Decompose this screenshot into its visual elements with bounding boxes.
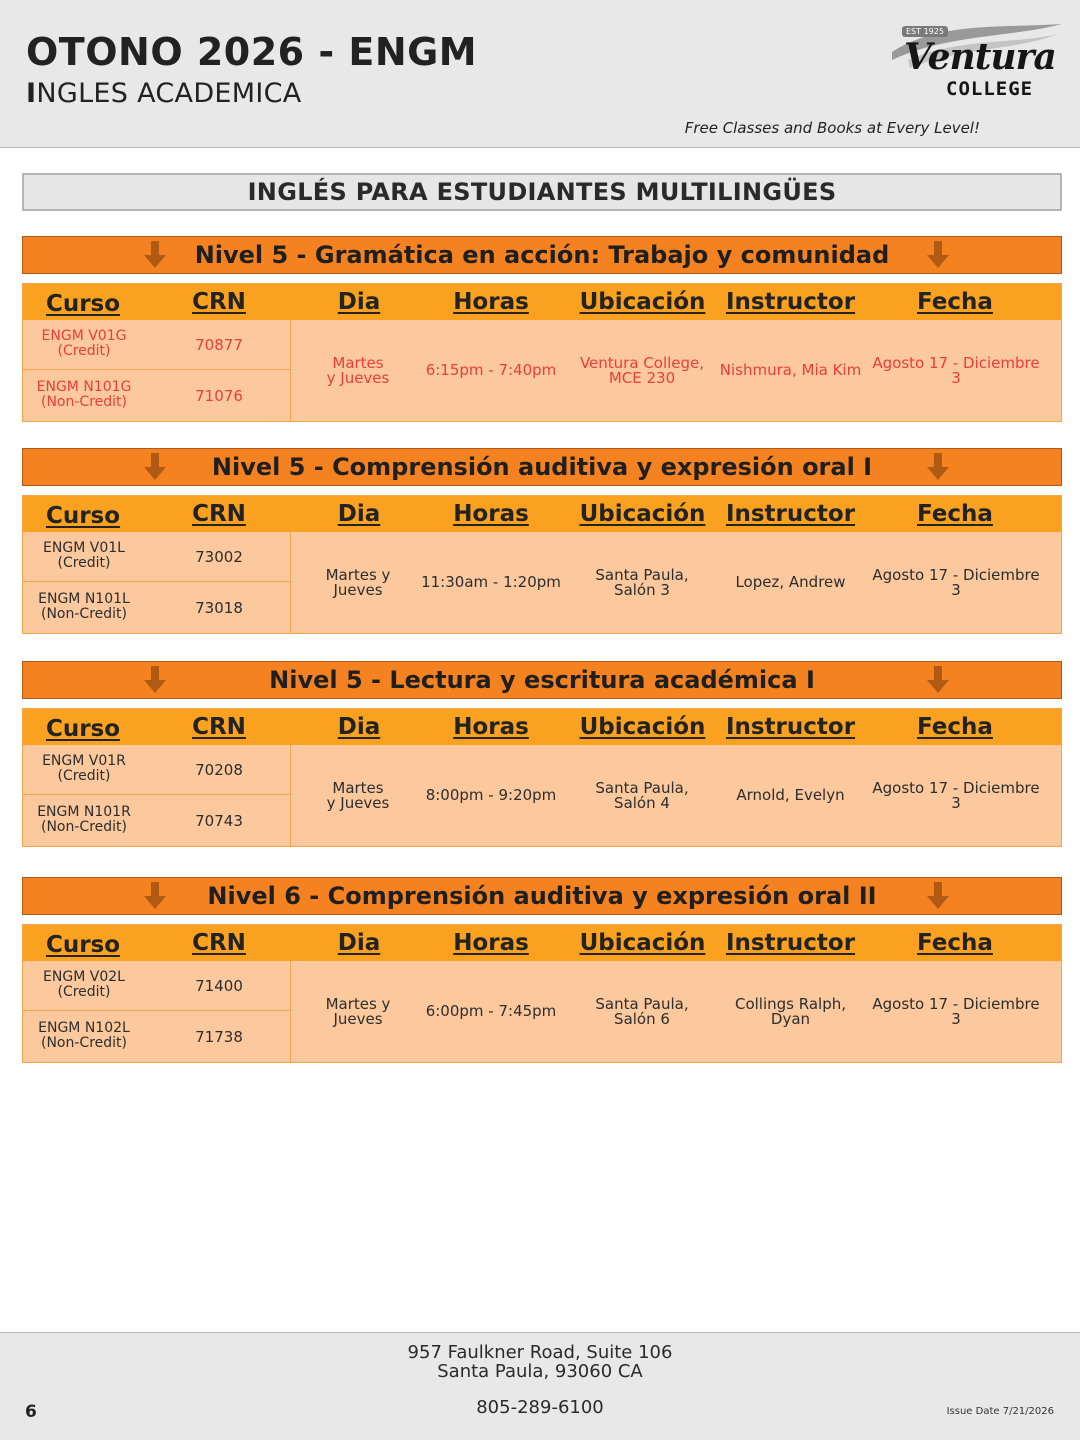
dia-line: Martes	[332, 353, 384, 372]
dia-value	[313, 961, 403, 1062]
instructor-line: Nishmura, Mia Kim	[719, 361, 862, 379]
col-fecha: Fecha	[917, 714, 993, 740]
section-title: INGLÉS PARA ESTUDIANTES MULTILINGÜES	[22, 173, 1062, 211]
ubicacion-line: Santa Paula,	[595, 994, 689, 1013]
level-bar	[22, 448, 1062, 486]
horas-value: 6:00pm - 7:45pm	[425, 1002, 557, 1020]
page-title: OTONO 2026 - ENGM	[26, 30, 478, 74]
table-row	[23, 371, 291, 421]
col-instructor: Instructor	[725, 714, 856, 740]
course-code-line: ENGM N101R	[37, 804, 131, 820]
page-footer	[0, 1332, 1080, 1440]
col-instructor: Instructor	[725, 930, 856, 956]
dia-line: Martes	[332, 778, 384, 797]
crn-value: 70743	[195, 812, 243, 830]
col-dia: Dia	[337, 289, 381, 315]
crn-value: 71738	[195, 1028, 243, 1046]
table-header	[23, 284, 1061, 320]
ubicacion-line: Santa Paula,	[595, 778, 689, 797]
col-dia: Dia	[337, 501, 381, 527]
address-line: Santa Paula, 93060 CA	[437, 1361, 643, 1382]
table-header	[23, 925, 1061, 961]
logo-established: EST 1925	[902, 26, 948, 37]
course-type-line: (Credit)	[57, 343, 111, 359]
phone-number: 805-289-6100	[476, 1397, 604, 1418]
instructor-line: Collings Ralph,	[734, 994, 846, 1013]
col-crn: CRN	[192, 501, 246, 527]
ubicacion-value	[575, 961, 709, 1062]
down-arrow-icon	[927, 882, 949, 910]
course-code	[25, 754, 143, 784]
subtitle-rest: NGLES ACADEMICA	[36, 78, 302, 109]
down-arrow-icon	[144, 882, 166, 910]
course-type-line: (Credit)	[57, 984, 111, 1000]
course-rows	[23, 961, 291, 1062]
course-code	[25, 805, 143, 835]
table-row	[23, 532, 291, 582]
fecha-value: Agosto 17 - Diciembre 3	[872, 565, 1040, 599]
col-horas: Horas	[453, 930, 529, 956]
course-type-line: (Non-Credit)	[41, 606, 127, 622]
course-code	[25, 329, 143, 359]
table-row	[23, 583, 291, 633]
ubicacion-line: Salón 6	[614, 1009, 670, 1028]
col-ubicacion: Ubicación	[579, 501, 706, 527]
col-fecha: Fecha	[917, 930, 993, 956]
instructor-value	[718, 745, 863, 846]
ubicacion-line: Salón 3	[614, 580, 670, 599]
fecha-value: Agosto 17 - Diciembre 3	[872, 778, 1040, 812]
ubicacion-line: MCE 230	[608, 368, 676, 387]
col-crn: CRN	[192, 289, 246, 315]
course-type-line: (Credit)	[57, 768, 111, 784]
table-row	[23, 1012, 291, 1062]
level-bar	[22, 236, 1062, 274]
horas-value: 6:15pm - 7:40pm	[425, 361, 557, 379]
address	[0, 1343, 1080, 1381]
subtitle-initial: I	[26, 78, 37, 109]
page-header	[0, 0, 1080, 148]
col-dia: Dia	[337, 930, 381, 956]
course-code	[25, 592, 143, 622]
table-row	[23, 796, 291, 846]
col-crn: CRN	[192, 714, 246, 740]
page-number: 6	[25, 1402, 37, 1422]
course-code-line: ENGM V01R	[42, 753, 126, 769]
down-arrow-icon	[144, 453, 166, 481]
dia-value	[313, 745, 403, 846]
instructor-value	[718, 320, 863, 421]
col-ubicacion: Ubicación	[579, 930, 706, 956]
crn-value: 70877	[195, 336, 243, 354]
col-curso: Curso	[45, 291, 121, 317]
course-code	[25, 380, 143, 410]
ubicacion-line: Salón 4	[614, 793, 670, 812]
instructor-value	[718, 532, 863, 633]
logo-college: COLLEGE	[946, 78, 1034, 100]
ubicacion-value	[575, 532, 709, 633]
level-title: Nivel 5 - Gramática en acción: Trabajo y comunidad	[194, 241, 890, 269]
horas-value: 11:30am - 1:20pm	[421, 573, 561, 591]
table-row	[23, 320, 291, 370]
col-ubicacion: Ubicación	[579, 289, 706, 315]
course-code	[25, 541, 143, 571]
table-row	[23, 745, 291, 795]
instructor-value	[718, 961, 863, 1062]
down-arrow-icon	[144, 241, 166, 269]
dia-line: Jueves	[333, 1009, 383, 1028]
schedule-table	[22, 495, 1062, 634]
course-code-line: ENGM V01L	[43, 540, 125, 556]
col-fecha: Fecha	[917, 501, 993, 527]
fecha-value: Agosto 17 - Diciembre 3	[872, 994, 1040, 1028]
down-arrow-icon	[927, 453, 949, 481]
instructor-line: Lopez, Andrew	[735, 573, 846, 591]
course-type-line: (Non-Credit)	[41, 394, 127, 410]
level-bar	[22, 877, 1062, 915]
crn-value: 70208	[195, 761, 243, 779]
col-horas: Horas	[453, 501, 529, 527]
page-subtitle	[26, 78, 302, 109]
col-curso: Curso	[45, 716, 121, 742]
level-title: Nivel 6 - Comprensión auditiva y expresión oral II	[207, 882, 877, 910]
dia-line: Jueves	[333, 580, 383, 599]
level-title: Nivel 5 - Comprensión auditiva y expresión oral I	[211, 453, 873, 481]
logo-name: Ventura	[904, 36, 1056, 78]
ubicacion-value	[575, 745, 709, 846]
crn-value: 71076	[195, 387, 243, 405]
col-instructor: Instructor	[725, 501, 856, 527]
schedule-table	[22, 924, 1062, 1063]
fecha-value: Agosto 17 - Diciembre 3	[872, 353, 1040, 387]
instructor-line: Dyan	[770, 1009, 811, 1028]
level-bar	[22, 661, 1062, 699]
dia-value	[313, 320, 403, 421]
course-type-line: (Non-Credit)	[41, 1035, 127, 1051]
dia-line: y Jueves	[326, 368, 390, 387]
col-dia: Dia	[337, 714, 381, 740]
table-row	[23, 961, 291, 1011]
course-code	[25, 1021, 143, 1051]
course-code-line: ENGM N101G	[36, 379, 132, 395]
schedule-table	[22, 708, 1062, 847]
ubicacion-value	[575, 320, 709, 421]
course-rows	[23, 532, 291, 633]
issue-date: Issue Date 7/21/2026	[946, 1406, 1054, 1417]
table-header	[23, 496, 1061, 532]
level-title: Nivel 5 - Lectura y escritura académica I	[269, 666, 815, 694]
tagline: Free Classes and Books at Every Level!	[684, 119, 980, 137]
col-ubicacion: Ubicación	[579, 714, 706, 740]
col-curso: Curso	[45, 932, 121, 958]
down-arrow-icon	[144, 666, 166, 694]
course-rows	[23, 745, 291, 846]
dia-value	[313, 532, 403, 633]
address-line: 957 Faulkner Road, Suite 106	[407, 1342, 673, 1363]
down-arrow-icon	[927, 666, 949, 694]
instructor-line: Arnold, Evelyn	[736, 786, 845, 804]
table-header	[23, 709, 1061, 745]
crn-value: 73002	[195, 548, 243, 566]
course-code-line: ENGM N101L	[38, 591, 130, 607]
col-horas: Horas	[453, 714, 529, 740]
course-rows	[23, 320, 291, 421]
col-crn: CRN	[192, 930, 246, 956]
down-arrow-icon	[927, 241, 949, 269]
col-instructor: Instructor	[725, 289, 856, 315]
course-code-line: ENGM N102L	[38, 1020, 130, 1036]
horas-value: 8:00pm - 9:20pm	[425, 786, 557, 804]
ubicacion-line: Ventura College,	[579, 353, 705, 372]
col-fecha: Fecha	[917, 289, 993, 315]
dia-line: Martes y	[325, 994, 391, 1013]
course-code	[25, 970, 143, 1000]
course-type-line: (Credit)	[57, 555, 111, 571]
dia-line: y Jueves	[326, 793, 390, 812]
course-code-line: ENGM V01G	[41, 328, 127, 344]
ventura-college-logo	[888, 20, 1064, 106]
course-type-line: (Non-Credit)	[41, 819, 127, 835]
dia-line: Martes y	[325, 565, 391, 584]
col-horas: Horas	[453, 289, 529, 315]
crn-value: 71400	[195, 977, 243, 995]
schedule-table	[22, 283, 1062, 422]
ubicacion-line: Santa Paula,	[595, 565, 689, 584]
crn-value: 73018	[195, 599, 243, 617]
course-code-line: ENGM V02L	[43, 969, 125, 985]
col-curso: Curso	[45, 503, 121, 529]
